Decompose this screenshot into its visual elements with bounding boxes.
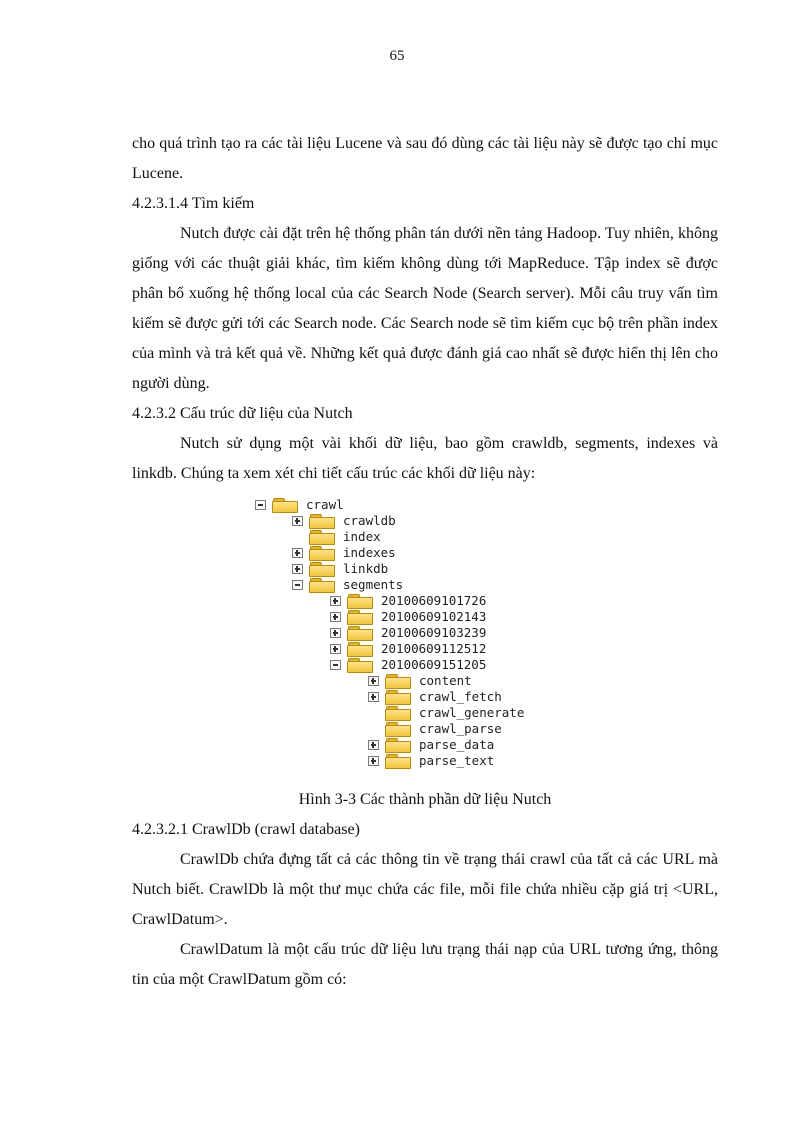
tree-item-label: crawldb: [343, 513, 396, 528]
page-number: 65: [389, 48, 405, 64]
heading-data-structure: 4.2.3.2 Cấu trúc dữ liệu của Nutch: [132, 405, 353, 422]
tree-item-label: 20100609102143: [381, 609, 487, 624]
document-body: [132, 129, 718, 995]
expand-icon: [330, 612, 341, 622]
tree-item-parse-text: [368, 753, 494, 769]
expand-icon: [368, 740, 379, 750]
expand-icon: [330, 644, 341, 654]
folder-icon: [347, 626, 373, 641]
expand-icon: [292, 564, 303, 574]
tree-item-label: crawl_fetch: [419, 689, 502, 704]
expand-icon: [330, 596, 341, 606]
paragraph-data-blocks: Nutch sử dụng một vài khối dữ liệu, bao gồm crawldb, segments, indexes và linkdb. Chúng ta xem xét chi tiết cấu trúc các khối dữ liệu này:: [132, 435, 718, 482]
folder-icon: [347, 642, 373, 657]
heading-crawldb: 4.2.3.2.1 CrawlDb (crawl database): [132, 821, 360, 838]
folder-icon: [309, 578, 335, 593]
folder-icon: [385, 722, 411, 737]
tree-item-label: 20100609103239: [381, 625, 487, 640]
folder-tree-figure: [132, 497, 718, 785]
tree-item-label: parse_data: [419, 737, 495, 752]
folder-icon: [272, 498, 298, 513]
folder-icon: [385, 706, 411, 721]
paragraph-crawldb: CrawlDb chứa đựng tất cả các thông tin về trạng thái crawl của tất cả các URL mà Nutch biết. CrawlDb là một thư mục chứa các file, mỗi file chứa nhiều cặp giá trị <URL, CrawlDatum>.: [132, 851, 718, 928]
folder-icon: [309, 546, 335, 561]
tree-item-label: 20100609101726: [381, 593, 487, 608]
expand-icon: [292, 548, 303, 558]
tree-item-label: parse_text: [419, 753, 495, 768]
expand-icon: [368, 692, 379, 702]
figure-caption: Hình 3-3 Các thành phần dữ liệu Nutch: [298, 791, 552, 808]
tree-item-label: content: [419, 673, 472, 688]
expand-icon: [330, 628, 341, 638]
tree-item-label: linkdb: [343, 561, 389, 576]
tree-item-label: crawl_parse: [419, 721, 502, 736]
folder-icon: [385, 738, 411, 753]
folder-icon: [347, 658, 373, 673]
folder-icon: [309, 530, 335, 545]
paragraph-search: Nutch được cài đặt trên hệ thống phân tán dưới nền tảng Hadoop. Tuy nhiên, không giống với các thuật giải khác, tìm kiếm không dùng tới MapReduce. Tập index sẽ được phân bổ xuống hệ thống local của các Search Node (Search server). Mỗi câu truy vấn tìm kiếm sẽ được gửi tới các Search node. Các Search node sẽ tìm kiếm cục bộ trên phần index của mình và trả kết quả về. Những kết quả được đánh giá cao nhất sẽ được hiển thị lên cho người dùng.: [132, 225, 718, 392]
folder-icon: [309, 562, 335, 577]
folder-icon: [385, 690, 411, 705]
tree-item-label: crawl_generate: [419, 705, 525, 720]
tree-item-label: index: [343, 529, 381, 544]
tree-item-label: indexes: [343, 545, 396, 560]
folder-icon: [385, 674, 411, 689]
heading-search: 4.2.3.1.4 Tìm kiếm: [132, 195, 255, 212]
folder-icon: [309, 514, 335, 529]
paragraph-intro: cho quá trình tạo ra các tài liệu Lucene và sau đó dùng các tài liệu này sẽ được tạo chỉ mục Lucene.: [132, 135, 718, 182]
folder-icon: [385, 754, 411, 769]
collapse-icon: [255, 500, 266, 510]
tree-item-label: 20100609112512: [381, 641, 487, 656]
paragraph-crawldatum: CrawlDatum là một cấu trúc dữ liệu lưu trạng thái nạp của URL tương ứng, thông tin của một CrawlDatum gồm có:: [132, 941, 718, 988]
expand-icon: [368, 676, 379, 686]
collapse-icon: [292, 580, 303, 590]
expand-icon: [292, 516, 303, 526]
folder-icon: [347, 610, 373, 625]
expand-icon: [368, 756, 379, 766]
folder-icon: [347, 594, 373, 609]
tree-item-crawl: [255, 497, 344, 513]
tree-item-label: segments: [343, 577, 404, 592]
tree-item-label: 20100609151205: [381, 657, 487, 672]
tree-item-label: crawl: [306, 497, 344, 512]
collapse-icon: [330, 660, 341, 670]
